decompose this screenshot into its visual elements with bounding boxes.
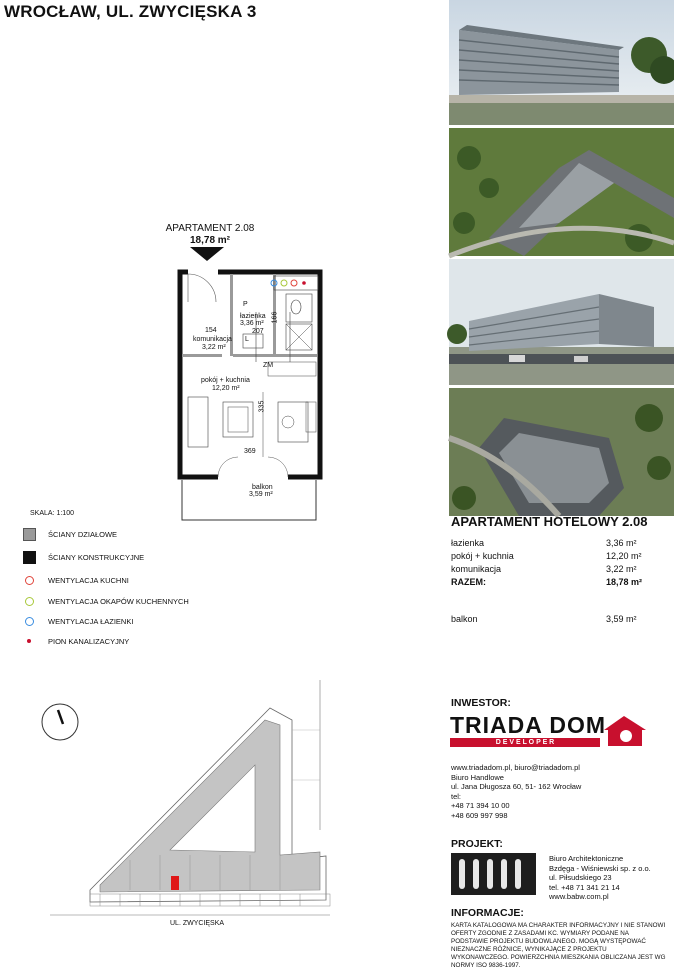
logo-sub-text: D E V E L O P E R	[450, 738, 600, 747]
contact-line: +48 609 997 998	[451, 810, 508, 820]
living-area: 12,20 m²	[212, 385, 240, 392]
dim-369: 369	[244, 448, 256, 455]
summary-label: łazienka	[451, 538, 485, 548]
fixture-p-label: P	[243, 301, 248, 308]
legend-label: WENTYLACJA ŁAZIENKI	[48, 616, 134, 626]
summary-title: APARTAMENT HOTELOWY 2.08	[451, 514, 648, 529]
summary-value: 3,22 m²	[606, 564, 637, 574]
legend-hood-vent	[22, 594, 189, 608]
bathroom-area: 3,36 m²	[240, 320, 264, 327]
legend-bath-vent	[22, 614, 133, 628]
street-label: UL. ZWYCIĘSKA	[170, 920, 225, 927]
site-plan	[30, 680, 340, 920]
summary-label: balkon	[451, 614, 478, 624]
green-circle-icon	[25, 597, 34, 606]
balcony-area: 3,59 m²	[249, 491, 273, 498]
summary-label: komunikacja	[451, 564, 502, 574]
hallway-name: komunikacja	[193, 336, 232, 343]
investor-logo	[450, 712, 650, 750]
legend-label: PION KANALIZACYJNY	[48, 636, 130, 646]
dim-335: 335	[258, 400, 266, 413]
legend-partition-walls	[22, 527, 117, 541]
legend-structural-walls	[22, 550, 144, 564]
summary-value: 18,78 m²	[606, 577, 643, 587]
legend-label: ŚCIANY KONSTRUKCYJNE	[48, 552, 145, 562]
contact-line: ul. Jana Długosza 60, 51- 162 Wrocław	[451, 782, 582, 792]
project-line: tel. +48 71 341 21 14	[549, 882, 620, 892]
scale-label: SKALA: 1:100	[30, 510, 74, 517]
bathroom-name: łazienka	[240, 313, 266, 320]
logo-main-text: TRIADA DOM	[450, 712, 607, 738]
info-disclaimer: KARTA KATALOGOWA MA CHARAKTER INFORMACYJNY I NIE STANOWI OFERTY ZGODNIE Z ZASADAMI KC. WYMIARY PODANE NA PODSTAWIE PROJEKTU BUDOWLANEGO. MOGĄ WYSTĘPOWAĆ NIEZNACZNE RÓŻNICE, WYNIKAJĄCE Z PROJEKTU WYKONAWCZEGO. POWIERZCHNIA MIESZKANIA OBLICZANA JEST WG NORMY ISO 9836-1997.	[451, 922, 666, 969]
investor-heading: INWESTOR:	[451, 697, 511, 709]
page-title: WROCŁAW, UL. ZWYCIĘSKA 3	[4, 2, 257, 21]
project-line: www.babw.com.pl	[549, 892, 609, 902]
project-line: Bzdęga - Wiśniewski sp. z o.o.	[549, 863, 651, 873]
apartment-location-marker	[171, 876, 179, 890]
black-square-icon	[23, 551, 36, 564]
summary-value: 3,36 m²	[606, 538, 637, 548]
living-name: pokój + kuchnia	[201, 377, 250, 384]
gray-square-icon	[23, 528, 36, 541]
fixture-zm-label: ZM	[263, 362, 274, 369]
project-info	[549, 854, 651, 902]
contact-line: www.triadadom.pl, biuro@triadadom.pl	[451, 763, 580, 772]
dim-154: 154	[205, 327, 217, 334]
fixture-l-label: L	[245, 336, 249, 343]
legend-sewer	[22, 634, 129, 648]
summary-label: RAZEM:	[451, 577, 486, 587]
apartment-label: APARTAMENT 2.08	[165, 223, 255, 234]
contact-line: +48 71 394 10 00	[451, 801, 510, 811]
hallway-area: 3,22 m²	[202, 344, 226, 351]
architect-logo	[451, 853, 536, 895]
info-heading: INFORMACJE:	[451, 907, 524, 919]
project-line: Biuro Architektoniczne	[549, 854, 624, 863]
legend-label: WENTYLACJA OKAPÓW KUCHENNYCH	[48, 596, 189, 606]
render-view-2	[449, 128, 674, 256]
project-line: ul. Piłsudskiego 23	[549, 873, 612, 883]
dim-166: 166	[271, 311, 279, 324]
render-view-3	[449, 259, 674, 385]
blue-circle-icon	[25, 617, 34, 626]
north-arrow-icon	[58, 710, 63, 724]
legend-label: ŚCIANY DZIAŁOWE	[48, 529, 118, 539]
legend-label: WENTYLACJA KUCHNI	[48, 575, 129, 585]
dim-207: 207	[252, 328, 264, 335]
summary-label: pokój + kuchnia	[451, 551, 514, 561]
summary-value: 3,59 m²	[606, 614, 637, 624]
legend-kitchen-vent	[22, 573, 129, 587]
floor-plan	[168, 252, 328, 522]
summary-value: 12,20 m²	[606, 551, 642, 561]
render-view-1	[449, 0, 674, 125]
project-heading: PROJEKT:	[451, 838, 503, 850]
red-circle-icon	[25, 576, 34, 585]
apartment-area: 18,78 m²	[189, 235, 231, 246]
contact-line: tel:	[451, 791, 462, 801]
render-view-4	[449, 388, 674, 516]
investor-contact	[451, 763, 581, 821]
red-dot-icon	[27, 639, 31, 643]
contact-line: Biuro Handlowe	[451, 772, 504, 782]
house-logo-icon	[602, 714, 648, 748]
balcony-name: balkon	[252, 484, 273, 491]
